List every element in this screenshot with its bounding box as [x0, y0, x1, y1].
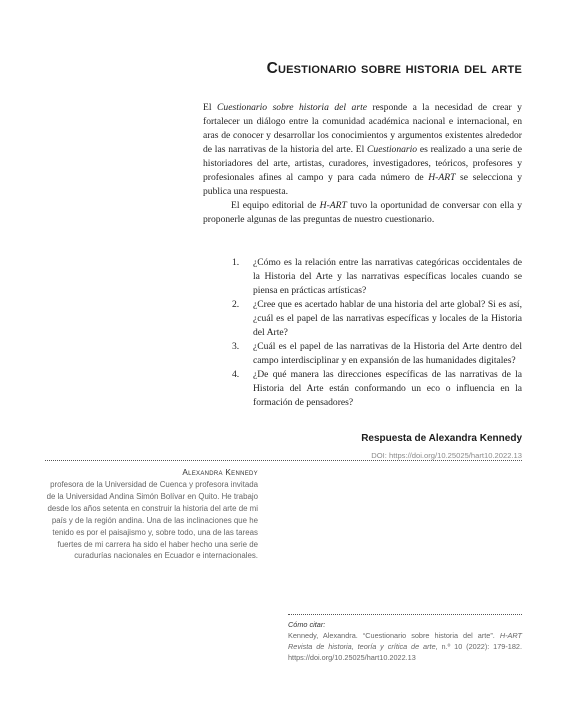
- intro-text: [203, 101, 522, 227]
- bio-author-name: Alexandra Kennedy: [182, 468, 258, 477]
- citation-text-run: Kennedy, Alexandra. “Cuestionario sobre historia del arte”.: [288, 631, 500, 640]
- citation-text: [288, 630, 522, 663]
- intro-text-run: El: [203, 102, 217, 113]
- intro-italic-run: H-ART: [319, 200, 347, 211]
- citation-text-run: , n.º 10 (2022): 179-182. https://doi.org/10.25025/hart10.2022.13: [288, 642, 522, 662]
- citation-box: [288, 619, 522, 663]
- question-number: 1.: [232, 257, 240, 268]
- question-list: [232, 256, 522, 410]
- divider: [45, 460, 522, 461]
- bio-text: profesora de la Universidad de Cuenca y profesora invitada de la Universidad Andina Simón Bolívar en Quito. He trabajo desde los años setenta en construir la historia del arte de mi país y de la región andina. Una de las inclinaciones que he tenido es por el paisajismo y, sobre todo, una de las tareas fuertes de mi carrera ha sido el haber hecho una serie de curadurías nacionales en Ecuador e internacionales.: [46, 480, 258, 561]
- question-number: 3.: [232, 341, 240, 352]
- question-item: [232, 368, 522, 410]
- question-item: [232, 298, 522, 340]
- doi-link[interactable]: DOI: https://doi.org/10.25025/hart10.2022.13: [371, 451, 522, 460]
- intro-italic-run: H-ART: [428, 172, 456, 183]
- intro-paragraph-2: [203, 199, 522, 227]
- question-text: ¿Cuál es el papel de las narrativas de la Historia del Arte dentro del campo interdisciplinar y en expansión de las humanidades digitales?: [253, 341, 522, 366]
- intro-italic-run: Cuestionario: [367, 144, 418, 155]
- citation-journal-title: H-ART Revista de historia, teoría y crítica de arte: [288, 631, 522, 651]
- question-number: 2.: [232, 299, 240, 310]
- divider: [288, 614, 522, 615]
- question-text: ¿Cree que es acertado hablar de una historia del arte global? Si es así, ¿cuál es el papel de las narrativas específicas y locales de la Historia del Arte?: [253, 299, 522, 338]
- author-bio: [40, 467, 258, 562]
- question-text: ¿De qué manera las direcciones específicas de las narrativas de la Historia del Arte están conformando un eco o influencia en la formación de pensadores?: [253, 369, 522, 408]
- intro-text-run: es realizado a una serie de historiadores del arte, artistas, curadores, investigadores, teóricos, profesores y profesionales afines al campo y para cada número de: [203, 144, 522, 183]
- page-title: Cuestionario sobre historia del arte: [266, 60, 522, 77]
- citation-label: Cómo citar:: [288, 620, 326, 629]
- intro-text-run: responde a la necesidad de crear y fortalecer un diálogo entre la comunidad académica nacional e internacional, en aras de conocer y desarrollar los conocimientos y argumentos existentes alrededor de las narrativas de la historia del arte. El: [203, 102, 522, 155]
- question-item: [232, 340, 522, 368]
- intro-italic-run: Cuestionario sobre historia del arte: [217, 102, 367, 113]
- intro-text-run: El equipo editorial de: [231, 200, 320, 211]
- intro-text-run: tuvo la oportunidad de conversar con ella y proponerle algunas de las preguntas de nuestro cuestionario.: [203, 200, 522, 225]
- intro-paragraph-1: [203, 101, 522, 199]
- question-text: ¿Cómo es la relación entre las narrativas categóricas occidentales de la Historia del Arte y las narrativas específicas locales cuando se piensa en prácticas artísticas?: [253, 257, 522, 296]
- response-heading: Respuesta de Alexandra Kennedy: [361, 433, 522, 444]
- question-item: [232, 256, 522, 298]
- intro-text-run: se selecciona y publica una respuesta.: [203, 172, 522, 197]
- question-number: 4.: [232, 369, 240, 380]
